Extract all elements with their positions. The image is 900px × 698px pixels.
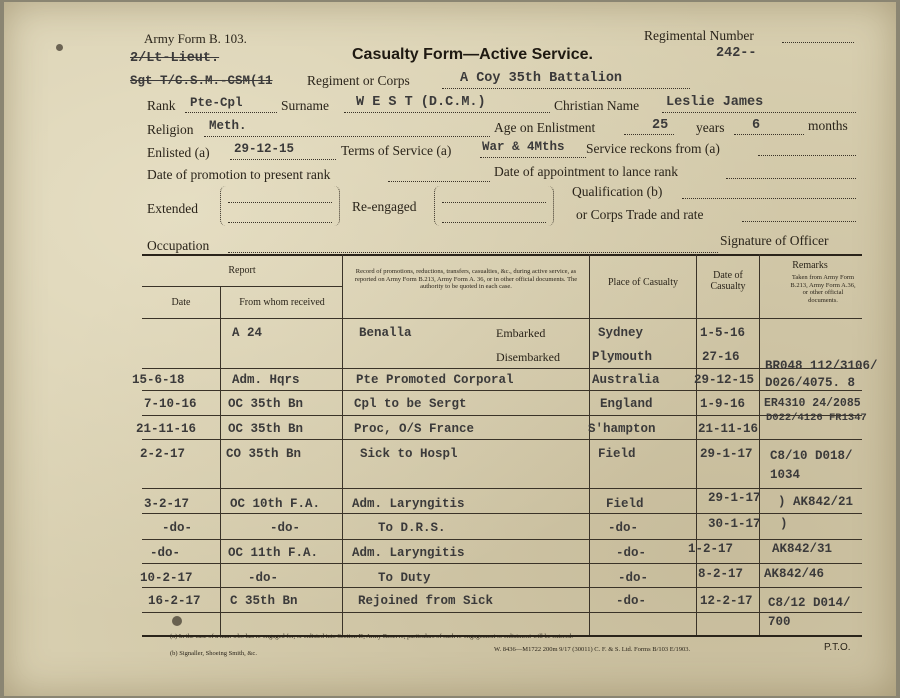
christian-name-label: Christian Name	[554, 98, 640, 113]
row-place: England	[600, 397, 653, 411]
row-remarks: C8/12 D014/ 700	[768, 596, 851, 629]
casualty-form-sheet	[4, 2, 896, 696]
army-form-number: Army Form B. 103.	[144, 31, 247, 46]
row-remarks: )	[780, 517, 788, 531]
signature-label: Signature of Officer	[720, 233, 829, 248]
from-header: From whom received	[239, 297, 325, 308]
promotion-date-label: Date of promotion to present rank	[147, 167, 331, 182]
row-date: 21-11-16	[136, 422, 197, 436]
row-date: 3-2-17	[144, 497, 190, 511]
regiment-value: A Coy 35th Battalion	[460, 71, 623, 86]
row-date: -do-	[150, 546, 181, 560]
surname-value: W E S T (D.C.M.)	[356, 95, 486, 110]
footnote-a: (a) In the case of a man who has re-engaged for, or enlisted into Section D, Army Reserve, particulars of such re-engagement or enlistment will be entered.	[170, 633, 573, 640]
row-record: To Duty	[378, 571, 431, 585]
row-casualty-date: 1-9-16	[700, 397, 746, 411]
row-date: -do-	[162, 521, 193, 535]
religion-value: Meth.	[209, 119, 247, 133]
lance-rank-label: Date of appointment to lance rank	[494, 164, 679, 179]
row-record: Sick to Hospl	[360, 447, 458, 461]
row-casualty-date: 8-2-17	[698, 567, 744, 581]
row-place: -do-	[616, 594, 647, 608]
embark-place: Sydney	[598, 326, 644, 340]
form-title: Casualty Form—Active Service.	[352, 46, 593, 63]
row-casualty-date: 12-2-17	[700, 594, 753, 608]
date-header: Date	[171, 297, 191, 308]
row-remarks: D022/4126 FR1347	[766, 412, 867, 424]
printer-imprint: W. 8436—M1722 200m 9/17 (30011) C. F. & S. Ltd. Forms B/103 E/1903.	[494, 646, 691, 653]
regimental-number-value: 242--	[716, 46, 757, 61]
row-record: Adm. Laryngitis	[352, 546, 465, 560]
row-from: -do-	[248, 571, 279, 585]
row-casualty-date: 29-1-17	[700, 447, 753, 461]
table-top-rule	[142, 254, 862, 256]
embark-date: 1-5-16	[700, 326, 746, 340]
row-record: Pte Promoted Corporal	[356, 373, 514, 387]
terms-value: War & 4Mths	[482, 140, 565, 154]
row-date: 16-2-17	[148, 594, 201, 608]
row-date: 2-2-17	[140, 447, 186, 461]
row-remarks: ER4310 24/2085	[764, 397, 861, 410]
row-casualty-date: 30-1-17	[708, 517, 761, 531]
embarked-label: Embarked	[496, 326, 546, 340]
extended-label: Extended	[147, 201, 198, 216]
reengaged-label: Re-engaged	[352, 199, 417, 214]
row-remarks: AK842/46	[764, 567, 825, 581]
row-remarks: BR048 112/3106/ D026/4075. 8	[765, 359, 878, 390]
remarks-header: Remarks	[792, 260, 828, 271]
embark-ship: Benalla	[359, 326, 412, 340]
enlisted-value: 29-12-15	[234, 142, 295, 156]
report-header: Report	[228, 265, 256, 276]
row-from: OC 11th F.A.	[228, 546, 319, 560]
row-remarks: C8/10 D018/ 1034	[770, 449, 853, 482]
row-date: 10-2-17	[140, 571, 193, 585]
casualty-date-header: Date of Casualty	[710, 270, 746, 292]
row-casualty-date: 21-11-16	[698, 422, 759, 436]
row-place: Australia	[592, 373, 660, 387]
rank-history-note-2: Sgt T/C.S.M.-CSM(11	[130, 74, 273, 88]
row-from: OC 35th Bn	[228, 397, 304, 411]
place-header: Place of Casualty	[608, 277, 678, 288]
service-reckons-label: Service reckons from (a)	[586, 141, 720, 156]
row-from: C 35th Bn	[230, 594, 298, 608]
age-months-value: 6	[752, 118, 761, 133]
row-place: Field	[598, 447, 636, 461]
enlisted-label: Enlisted (a)	[147, 145, 210, 160]
age-years-value: 25	[652, 118, 669, 133]
row-place: -do-	[618, 571, 649, 585]
row-record: Cpl to be Sergt	[354, 397, 467, 411]
months-label: months	[808, 118, 848, 133]
rank-value: Pte-Cpl	[190, 96, 243, 110]
religion-label: Religion	[147, 122, 194, 137]
remarks-subheader: Taken from Army Form B.213, Army Form A.36, or other official documents.	[790, 274, 856, 304]
age-label: Age on Enlistment	[494, 120, 596, 135]
disembark-date: 27-16	[702, 350, 740, 364]
row-casualty-date: 29-1-17	[708, 491, 761, 505]
qualification-label: Qualification (b)	[572, 184, 663, 199]
occupation-label: Occupation	[147, 238, 210, 253]
regiment-label: Regiment or Corps	[307, 73, 410, 88]
trade-label: or Corps Trade and rate	[576, 207, 704, 222]
row-remarks: AK842/31	[772, 542, 833, 556]
rank-history-note: 2/Lt-Lieut.	[130, 51, 220, 66]
row-record: Rejoined from Sick	[358, 594, 494, 608]
pto-label: P.T.O.	[824, 642, 851, 653]
row-from: Adm. Hqrs	[232, 373, 300, 387]
row-date: 15-6-18	[132, 373, 185, 387]
surname-label: Surname	[281, 98, 329, 113]
row-record: Proc, O/S France	[354, 422, 475, 436]
row-from: CO 35th Bn	[226, 447, 302, 461]
row-record: Adm. Laryngitis	[352, 497, 465, 511]
punch-hole	[172, 616, 182, 626]
disembarked-label: Disembarked	[496, 350, 560, 364]
row-from: -do-	[270, 521, 301, 535]
row-place: -do-	[608, 521, 639, 535]
row-remarks: ) AK842/21	[778, 495, 854, 509]
christian-name-value: Leslie James	[666, 95, 764, 110]
row-from: OC 10th F.A.	[230, 497, 321, 511]
disembark-place: Plymouth	[592, 350, 653, 364]
row-place: -do-	[616, 546, 647, 560]
record-header: Record of promotions, reductions, transfers, casualties, &c., during active service, as reported on Army Form B.213, Army Form A. 36, or in other official documents. The authority to be quoted in each case.	[354, 268, 578, 290]
row-date: 7-10-16	[144, 397, 197, 411]
regimental-number-label: Regimental Number	[644, 28, 754, 43]
rank-label: Rank	[147, 98, 176, 113]
embark-from: A 24	[232, 326, 263, 340]
terms-label: Terms of Service (a)	[341, 143, 452, 158]
row-from: OC 35th Bn	[228, 422, 304, 436]
years-label: years	[696, 120, 725, 135]
row-casualty-date: 29-12-15	[694, 373, 755, 387]
punch-hole	[56, 44, 63, 51]
row-place: Field	[606, 497, 644, 511]
row-place: S'hampton	[588, 422, 656, 436]
row-casualty-date: 1-2-17	[688, 542, 734, 556]
row-record: To D.R.S.	[378, 521, 446, 535]
footnote-b: (b) Signaller, Shoeing Smith, &c.	[170, 650, 257, 657]
